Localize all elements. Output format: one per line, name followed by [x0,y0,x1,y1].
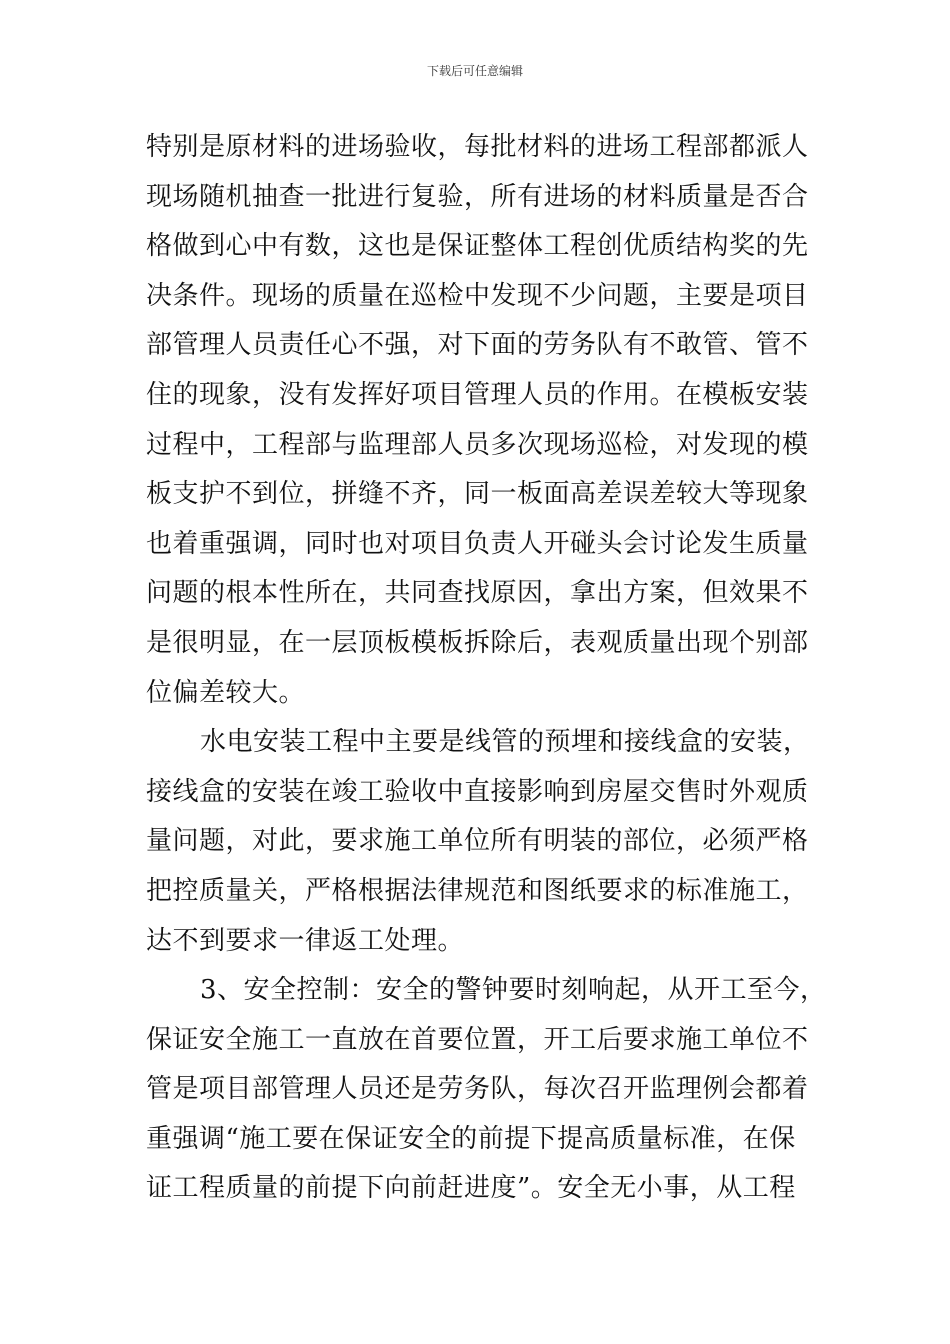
text-line: 达不到要求一律返工处理。 [146,925,465,956]
page-header: 下载后可任意编辑 [426,64,523,78]
text-line: 是很明显，在一层顶板模板拆除后，表观质量出现个别部 [146,627,809,658]
text-line: 管是项目部管理人员还是劳务队，每次召开监理例会都着 [146,1074,809,1105]
text-line: 重强调“施工要在保证安全的前提下提高质量标准，在保 [146,1123,796,1154]
text-line: 位偏差较大。 [146,677,306,708]
text-line: 也着重强调，同时也对项目负责人开碰头会讨论发生质量 [146,528,809,559]
paragraph-material-inspection [146,123,811,718]
paragraph-safety-control [146,966,827,1214]
text-line: 保证安全施工一直放在首要位置，开工后要求施工单位不 [146,1024,809,1055]
text-line: 住的现象，没有发挥好项目管理人员的作用。在模板安装 [146,379,809,410]
text-line: 接线盒的安装在竣工验收中直接影响到房屋交售时外观质 [146,776,809,807]
text-line: 证工程质量的前提下向前赶进度”。安全无小事，从工程 [146,1173,796,1204]
text-line: 量问题，对此，要求施工单位所有明装的部位，必须严格 [146,826,809,857]
text-line: 板支护不到位，拼缝不齐，同一板面高差误差较大等现象 [146,479,809,510]
text-line: 过程中，工程部与监理部人员多次现场巡检，对发现的模 [146,429,809,460]
text-line: 决条件。现场的质量在巡检中发现不少问题，主要是项目 [146,280,809,311]
document-body [146,123,827,1214]
text-line: 部管理人员责任心不强，对下面的劳务队有不敢管、管不 [146,330,809,361]
text-line: 把控质量关，严格根据法律规范和图纸要求的标准施工， [146,875,809,906]
text-line: 水电安装工程中主要是线管的预埋和接线盒的安装， [200,727,810,758]
text-line: 3、安全控制：安全的警钟要时刻响起，从开工至今， [200,975,827,1006]
text-line: 特别是原材料的进场验收，每批材料的进场工程部都派人 [146,132,809,162]
text-line: 格做到心中有数，这也是保证整体工程创优质结构奖的先 [146,231,809,262]
paragraph-plumbing-electrical [146,718,811,966]
text-line: 问题的根本性所在，共同查找原因，拿出方案，但效果不 [146,578,809,609]
text-line: 现场随机抽查一批进行复验，所有进场的材料质量是否合 [146,181,809,212]
